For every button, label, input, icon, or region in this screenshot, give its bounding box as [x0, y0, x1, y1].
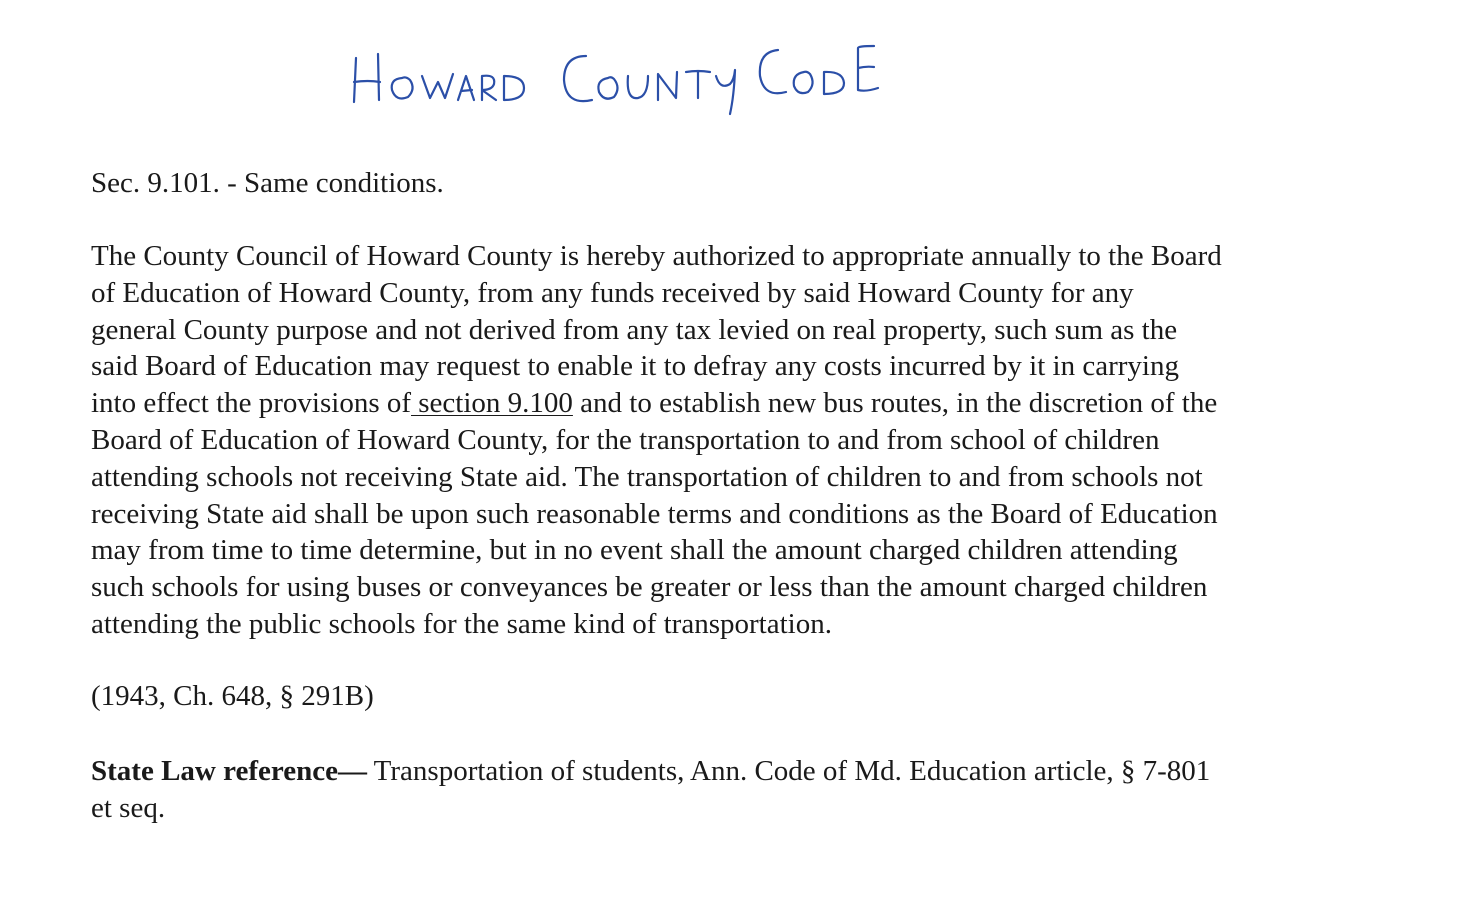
state-law-text: Transportation of students, Ann. Code of Md. Education article, § 7-801: [366, 755, 1211, 787]
state-law-line: et seq.: [91, 791, 166, 824]
body-line: said Board of Education may request to enable it to defray any costs incurred by it in carrying: [91, 350, 1179, 383]
section-9-100-link[interactable]: section 9.100: [411, 387, 573, 420]
body-line: general County purpose and not derived from any tax levied on real property, such sum as the: [91, 313, 1178, 346]
body-line-text: into effect the provisions of: [91, 387, 412, 420]
body-line-text: and to establish new bus routes, in the discretion of the: [572, 387, 1218, 420]
section-body: [91, 238, 1381, 643]
body-line: The County Council of Howard County is hereby authorized to appropriate annually to the Board: [91, 240, 1222, 272]
body-line: of Education of Howard County, from any funds received by said Howard County for any: [91, 276, 1134, 309]
state-law-line: [91, 753, 1381, 790]
handwritten-title-signature: [346, 26, 886, 116]
body-line: such schools for using buses or conveyances be greater or less than the amount charged children: [91, 571, 1208, 604]
body-line: attending the public schools for the same kind of transportation.: [91, 607, 832, 640]
state-law-reference: [91, 753, 1381, 827]
history-note: (1943, Ch. 648, § 291B): [91, 680, 374, 712]
body-line: receiving State aid shall be upon such reasonable terms and conditions as the Board of Education: [91, 497, 1218, 530]
body-line: [91, 385, 1381, 422]
state-law-label: State Law reference—: [91, 755, 367, 787]
body-line: attending schools not receiving State aid. The transportation of children to and from schools not: [91, 460, 1203, 493]
body-line: may from time to time determine, but in no event shall the amount charged children attending: [91, 534, 1178, 567]
body-line: Board of Education of Howard County, for the transportation to and from school of children: [91, 423, 1160, 456]
section-heading: Sec. 9.101. - Same conditions.: [91, 167, 444, 199]
handwritten-title: [346, 26, 886, 116]
